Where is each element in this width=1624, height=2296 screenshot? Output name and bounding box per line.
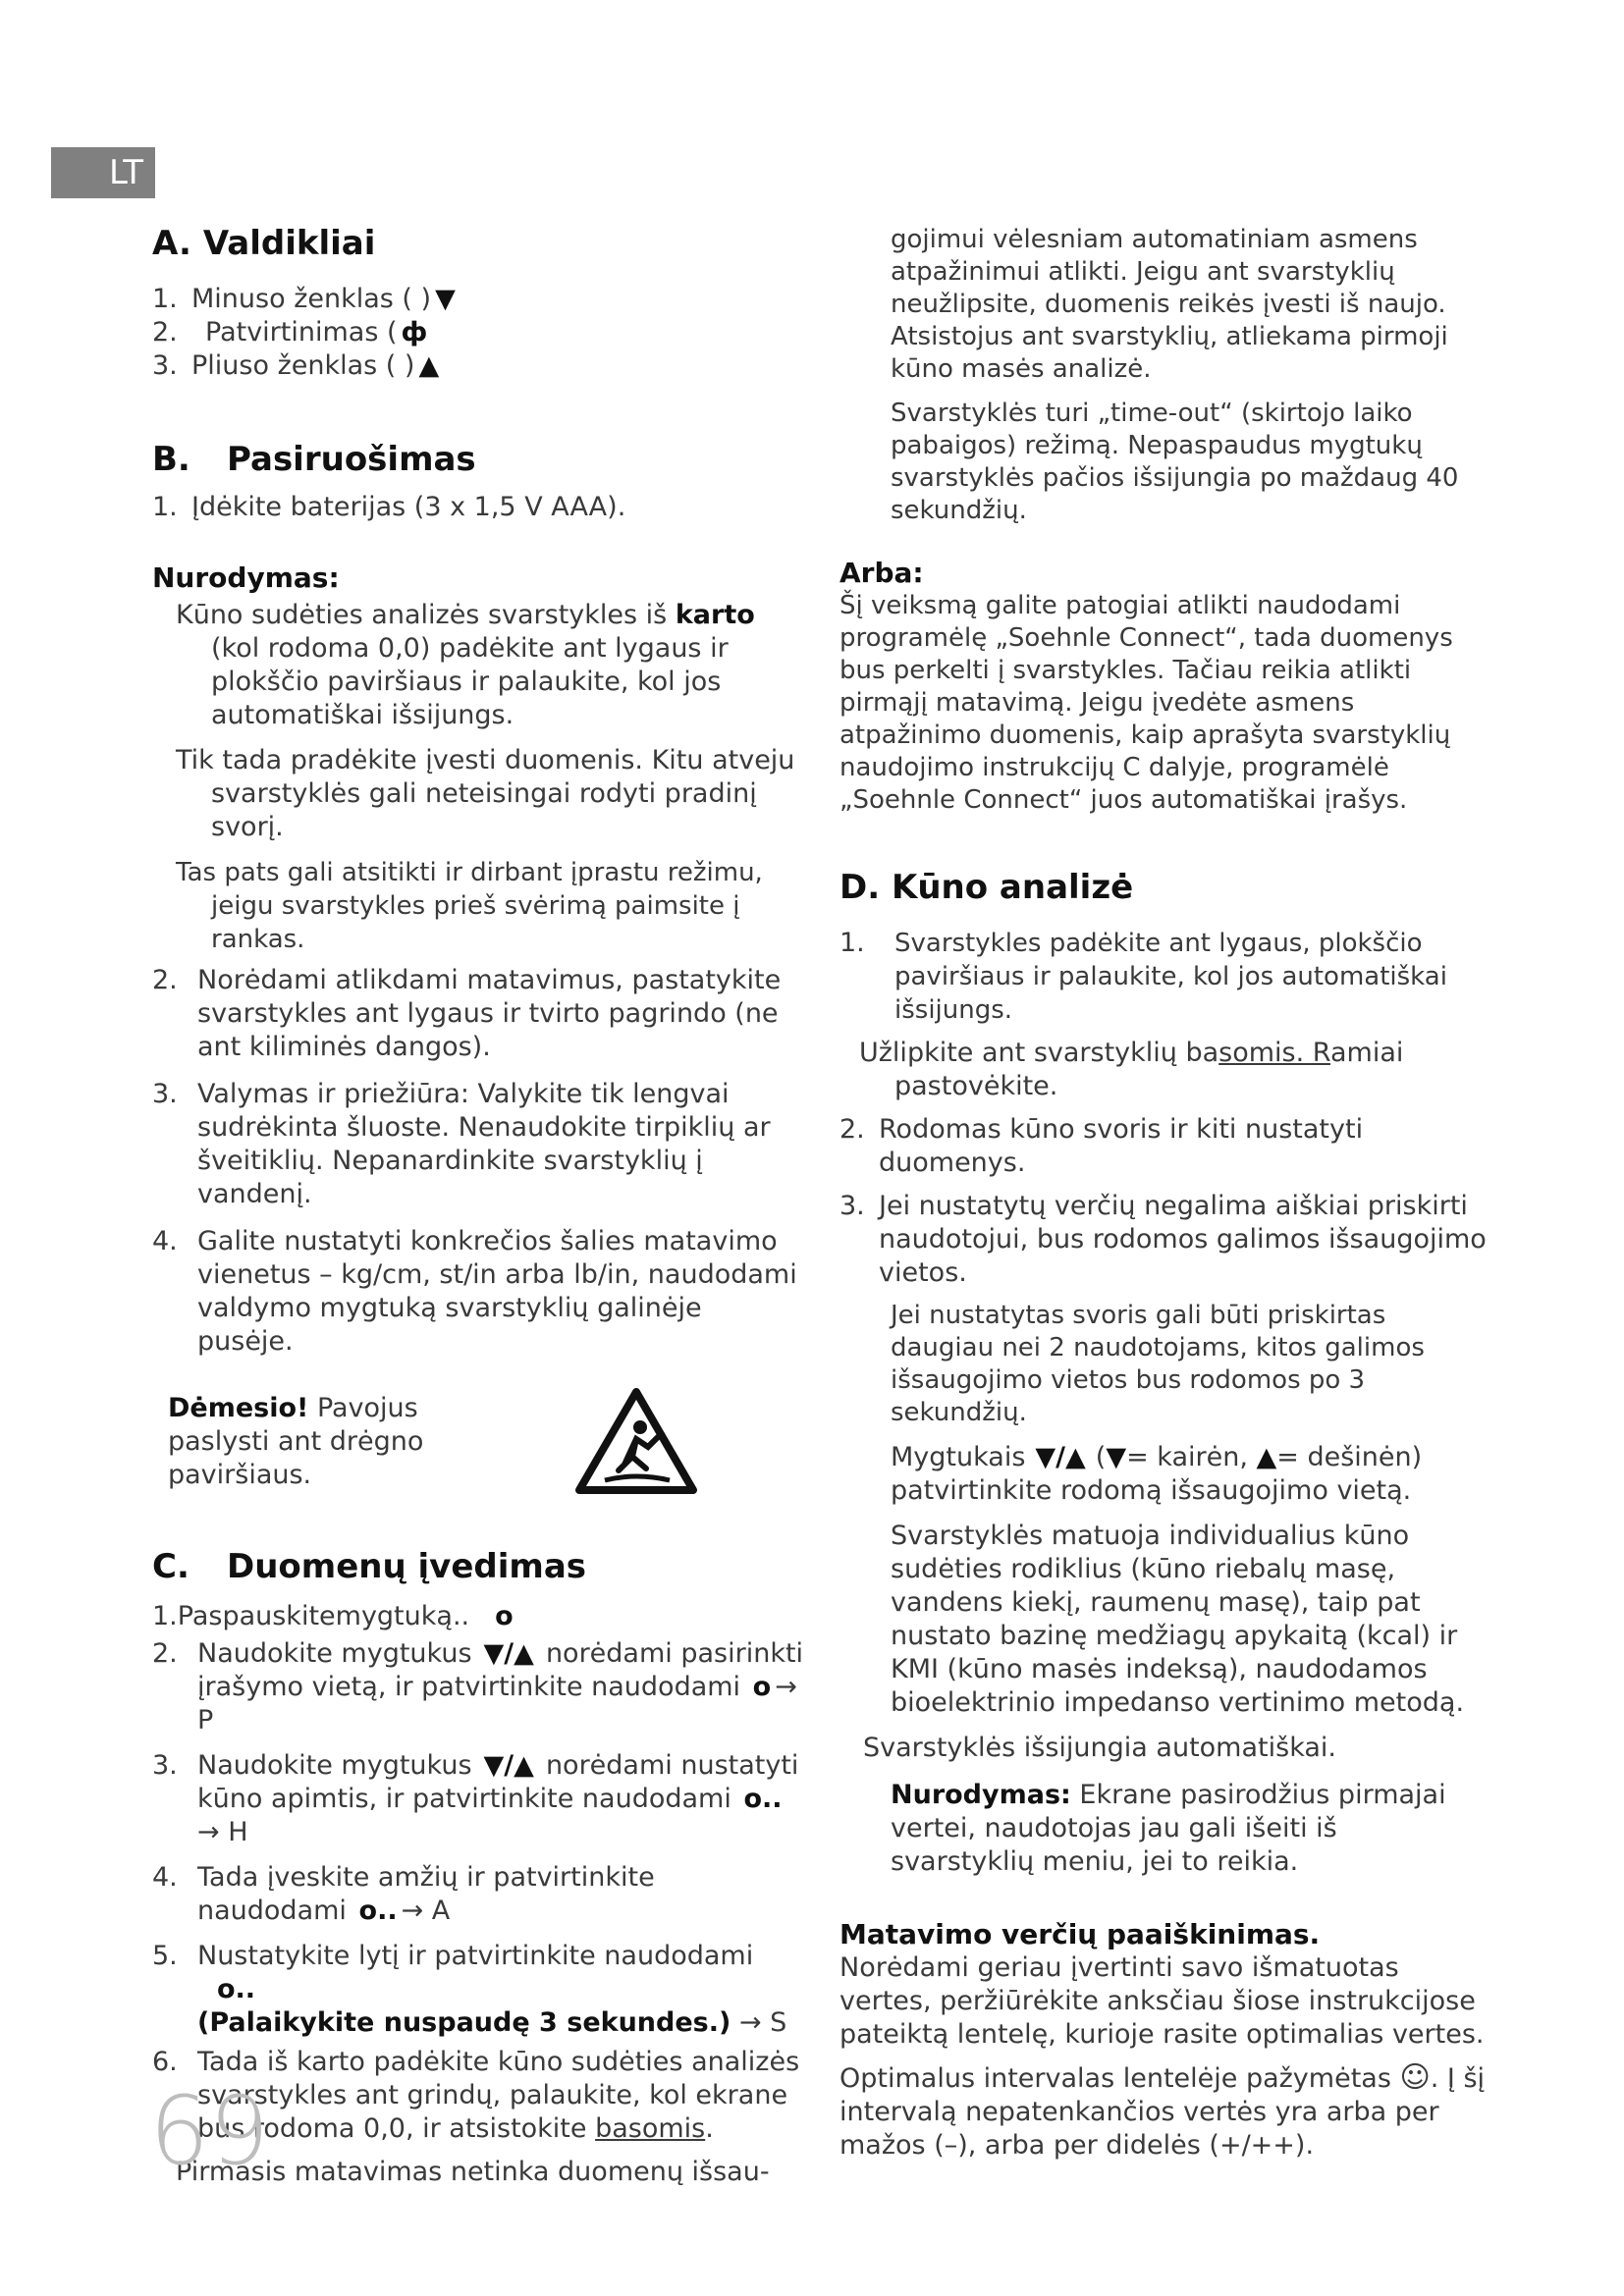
list-item: 3. Jei nustatytų verčių negalima aiškiai priskirti naudotojui, bus rodomos galimos išsaugojimo vietos. — [839, 1191, 1487, 1288]
right-column — [839, 224, 1488, 2163]
slippery-floor-warning-icon — [575, 1388, 697, 1496]
paragraph: Svarstyklės matuoja individualius kūno sudėties rodiklius (kūno riebalų masę, vandens kiekį, raumenų masę), taip pat nustato bazinę medžiagų apykaitą (kcal) ir KMI (kūno masės indeksą), naudodamos bioelektrinio impedanso vertinimo metodą. — [891, 1521, 1465, 1718]
language-tab — [51, 147, 155, 198]
arba-title: Arba: — [839, 557, 924, 589]
arrows-icon: ▼/▲ — [483, 1638, 534, 1669]
arrows-icon: ▼/▲ — [1035, 1442, 1086, 1472]
language-label: LT — [108, 153, 143, 192]
list-item: 3. Valymas ir priežiūra: Valykite tik lengvai sudrėkinta šluoste. Nenaudokite tirpiklių ar šveitiklių. Nepanardinkite svarstyklių į vandenį. — [152, 1079, 771, 1209]
confirm-icon: ф — [401, 317, 428, 347]
list-item: 2. Norėdami atlikdami matavimus, pastatykite svarstykles ant lygaus ir tvirto pagrindo (ne ant kiliminės dangos). — [152, 965, 782, 1062]
note-paragraph: Tik tada pradėkite įvesti duomenis. Kitu atveju svarstyklės gali neteisingai rodyti pradinį svorį. — [176, 745, 795, 842]
smiley-icon: ☺ — [1399, 2060, 1431, 2095]
list-item: 1.Paspauskitemygtuką.. o — [152, 1601, 514, 1631]
section-d-title: D. Kūno analizė — [839, 868, 1134, 907]
list-item: 3. Naudokite mygtukus ▼/▲ norėdami nustatyti kūno apimtis, ir patvirtinkite naudodami o..→ H — [152, 1750, 799, 1847]
paragraph: Pirmasis matavimas netinka duomenų išsau- — [176, 2157, 770, 2187]
arrows-icon: ▼/▲ — [483, 1750, 534, 1781]
list-item: 4. Tada įveskite amžių ir patvirtinkite naudodami o.. → A — [152, 1862, 655, 1926]
minus-icon: ▼ — [1106, 1442, 1127, 1472]
paragraph: Mygtukais ▼/▲ (▼= kairėn, ▲= dešinėn) patvirtinkite rodomą išsaugojimo vietą. — [891, 1442, 1423, 1506]
list-item: 5. Nustatykite lytį ir patvirtinkite naudodamio.. (Palaikykite nuspaudę 3 sekundes.) → S — [152, 1941, 787, 2038]
list-item: 4. Galite nustatyti konkrečios šalies matavimo vienetus – kg/cm, st/in arba lb/in, naudodami valdymo mygtuką svarstyklių galinėje pusėje. — [152, 1226, 797, 1357]
measurement-title: Matavimo verčių paaiškinimas. — [839, 1918, 1321, 1950]
paragraph: Užlipkite ant svarstyklių basomis. Ramiai pastovėkite. — [859, 1038, 1404, 1101]
confirm-icon: o.. — [217, 1974, 256, 2004]
list-item: 2. Rodomas kūno svoris ir kiti nustatyti duomenys. — [839, 1114, 1364, 1178]
note-title: Nurodymas: — [152, 561, 340, 594]
paragraph: Norėdami geriau įvertinti savo išmatuotas vertes, peržiūrėkite anksčiau šiose instrukcijose pateiktą lentelę, kurioje rasite optimalias vertes. — [839, 1952, 1485, 2050]
confirm-icon: o — [752, 1672, 772, 1702]
paragraph: Svarstyklės išsijungia automatiškai. — [863, 1733, 1336, 1763]
confirm-icon: o.. — [358, 1896, 398, 1926]
plus-icon: ▲ — [418, 350, 440, 381]
note-paragraph: Tas pats gali atsitikti ir dirbant įprastu režimu, jeigu svarstykles prieš svėrimą paimsite į rankas. — [176, 858, 763, 954]
paragraph: Svarstyklės turi „time-out“ (skirtojo laiko pabaigos) režimą. Nepaspaudus mygtukų svarstyklės pačios išsijungia po maždaug 40 sekundžių. — [891, 399, 1459, 525]
warning-box — [152, 1388, 805, 1496]
list-item: 1. Įdėkite baterijas (3 x 1,5 V AAA). — [152, 492, 626, 522]
paragraph: Šį veiksmą galite patogiai atlikti naudodami programėlę „Soehnle Connect“, tada duomenys bus perkelti į svarstykles. Tačiau reikia atlikti pirmąjį matavimą. Jeigu įvedėte asmens atpažinimo duomenis, kaip aprašyta svarstyklių naudojimo instrukcijų C dalyje, programėlė „Soehnle Connect“ juos automatiškai įrašys. — [839, 591, 1453, 815]
left-column — [152, 224, 805, 2189]
warning-text: Dėmesio! Pavojus paslysti ant drėgno paviršiaus. — [168, 1393, 424, 1490]
section-b-title: B. Pasiruošimas — [152, 440, 476, 479]
list-item: 1. Minuso ženklas ( ) ▼ — [152, 284, 456, 314]
paragraph: Optimalus intervalas lentelėje pažymėtas ☺. Į šį intervalą nepatenkančios vertės yra arba per mažos (–), arba per didelės (+/++). — [839, 2060, 1486, 2161]
list-item: 3. Pliuso ženklas ( ) ▲ — [152, 350, 440, 381]
note-paragraph: Nurodymas: Ekrane pasirodžius pirmajai vertei, naudotojas jau gali išeiti iš svarstyklių meniu, jei to reikia. — [891, 1780, 1446, 1877]
confirm-icon: o.. — [743, 1784, 783, 1814]
list-item: 1. Svarstykles padėkite ant lygaus, plokščio paviršiaus ir palaukite, kol jos automatiškai išsijungs. — [839, 928, 1447, 1025]
plus-icon: ▲ — [1256, 1442, 1277, 1472]
paragraph: gojimui vėlesniam automatiniam asmens atpažinimui atlikti. Jeigu ant svarstyklių neužlipsite, duomenis reikės įvesti iš naujo. Atsistojus ant svarstyklių, atliekama pirmoji kūno masės analizė. — [891, 225, 1448, 384]
minus-icon: ▼ — [435, 284, 456, 314]
section-a-title: A. Valdikliai — [152, 224, 376, 263]
list-item: 2. Patvirtinimas ( ф — [152, 317, 428, 347]
list-item: 6. Tada iš karto padėkite kūno sudėties analizės svarstykles ant grindų, palaukite, kol ekrane bus rodoma 0,0, ir atsistokite basomis. — [152, 2047, 800, 2144]
note-paragraph: Kūno sudėties analizės svarstykles iš karto (kol rodoma 0,0) padėkite ant lygaus ir plokščio paviršiaus ir palaukite, kol jos automatiškai išsijungs. — [176, 600, 755, 730]
confirm-icon: o — [495, 1601, 514, 1631]
section-c-title: C. Duomenų įvedimas — [152, 1547, 586, 1586]
paragraph: Jei nustatytas svoris gali būti priskirtas daugiau nei 2 naudotojams, kitos galimos išsaugojimo vietos bus rodomos po 3 sekundžių. — [891, 1301, 1425, 1427]
page-number: 69 — [149, 2076, 270, 2186]
list-item: 2. Naudokite mygtukus ▼/▲ norėdami pasirinkti įrašymo vietą, ir patvirtinkite naudodami o → P — [152, 1638, 804, 1735]
